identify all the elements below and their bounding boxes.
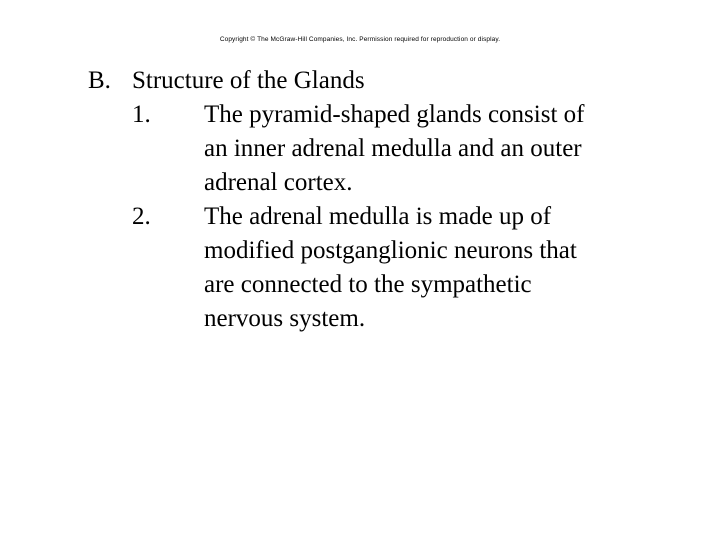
item-line: The adrenal medulla is made up of [204, 203, 552, 230]
list-item [132, 200, 688, 336]
slide-content [88, 64, 688, 336]
item-line: nervous system. [204, 305, 366, 332]
copyright-notice: Copyright © The McGraw-Hill Companies, Inc. Permission required for reproduction or display. [219, 36, 501, 43]
item-text [204, 98, 688, 200]
section-heading [88, 64, 688, 98]
list-item [132, 98, 688, 200]
item-line: adrenal cortex. [204, 169, 353, 196]
item-line: an inner adrenal medulla and an outer [204, 135, 582, 162]
section-marker: B. [88, 67, 111, 94]
item-text [204, 200, 688, 336]
item-line: are connected to the sympathetic [204, 271, 532, 298]
item-line: The pyramid-shaped glands consist of [204, 101, 585, 128]
section-title: Structure of the Glands [132, 67, 365, 94]
item-marker: 2. [132, 203, 151, 230]
item-line: modified postganglionic neurons that [204, 237, 577, 264]
item-marker: 1. [132, 101, 151, 128]
